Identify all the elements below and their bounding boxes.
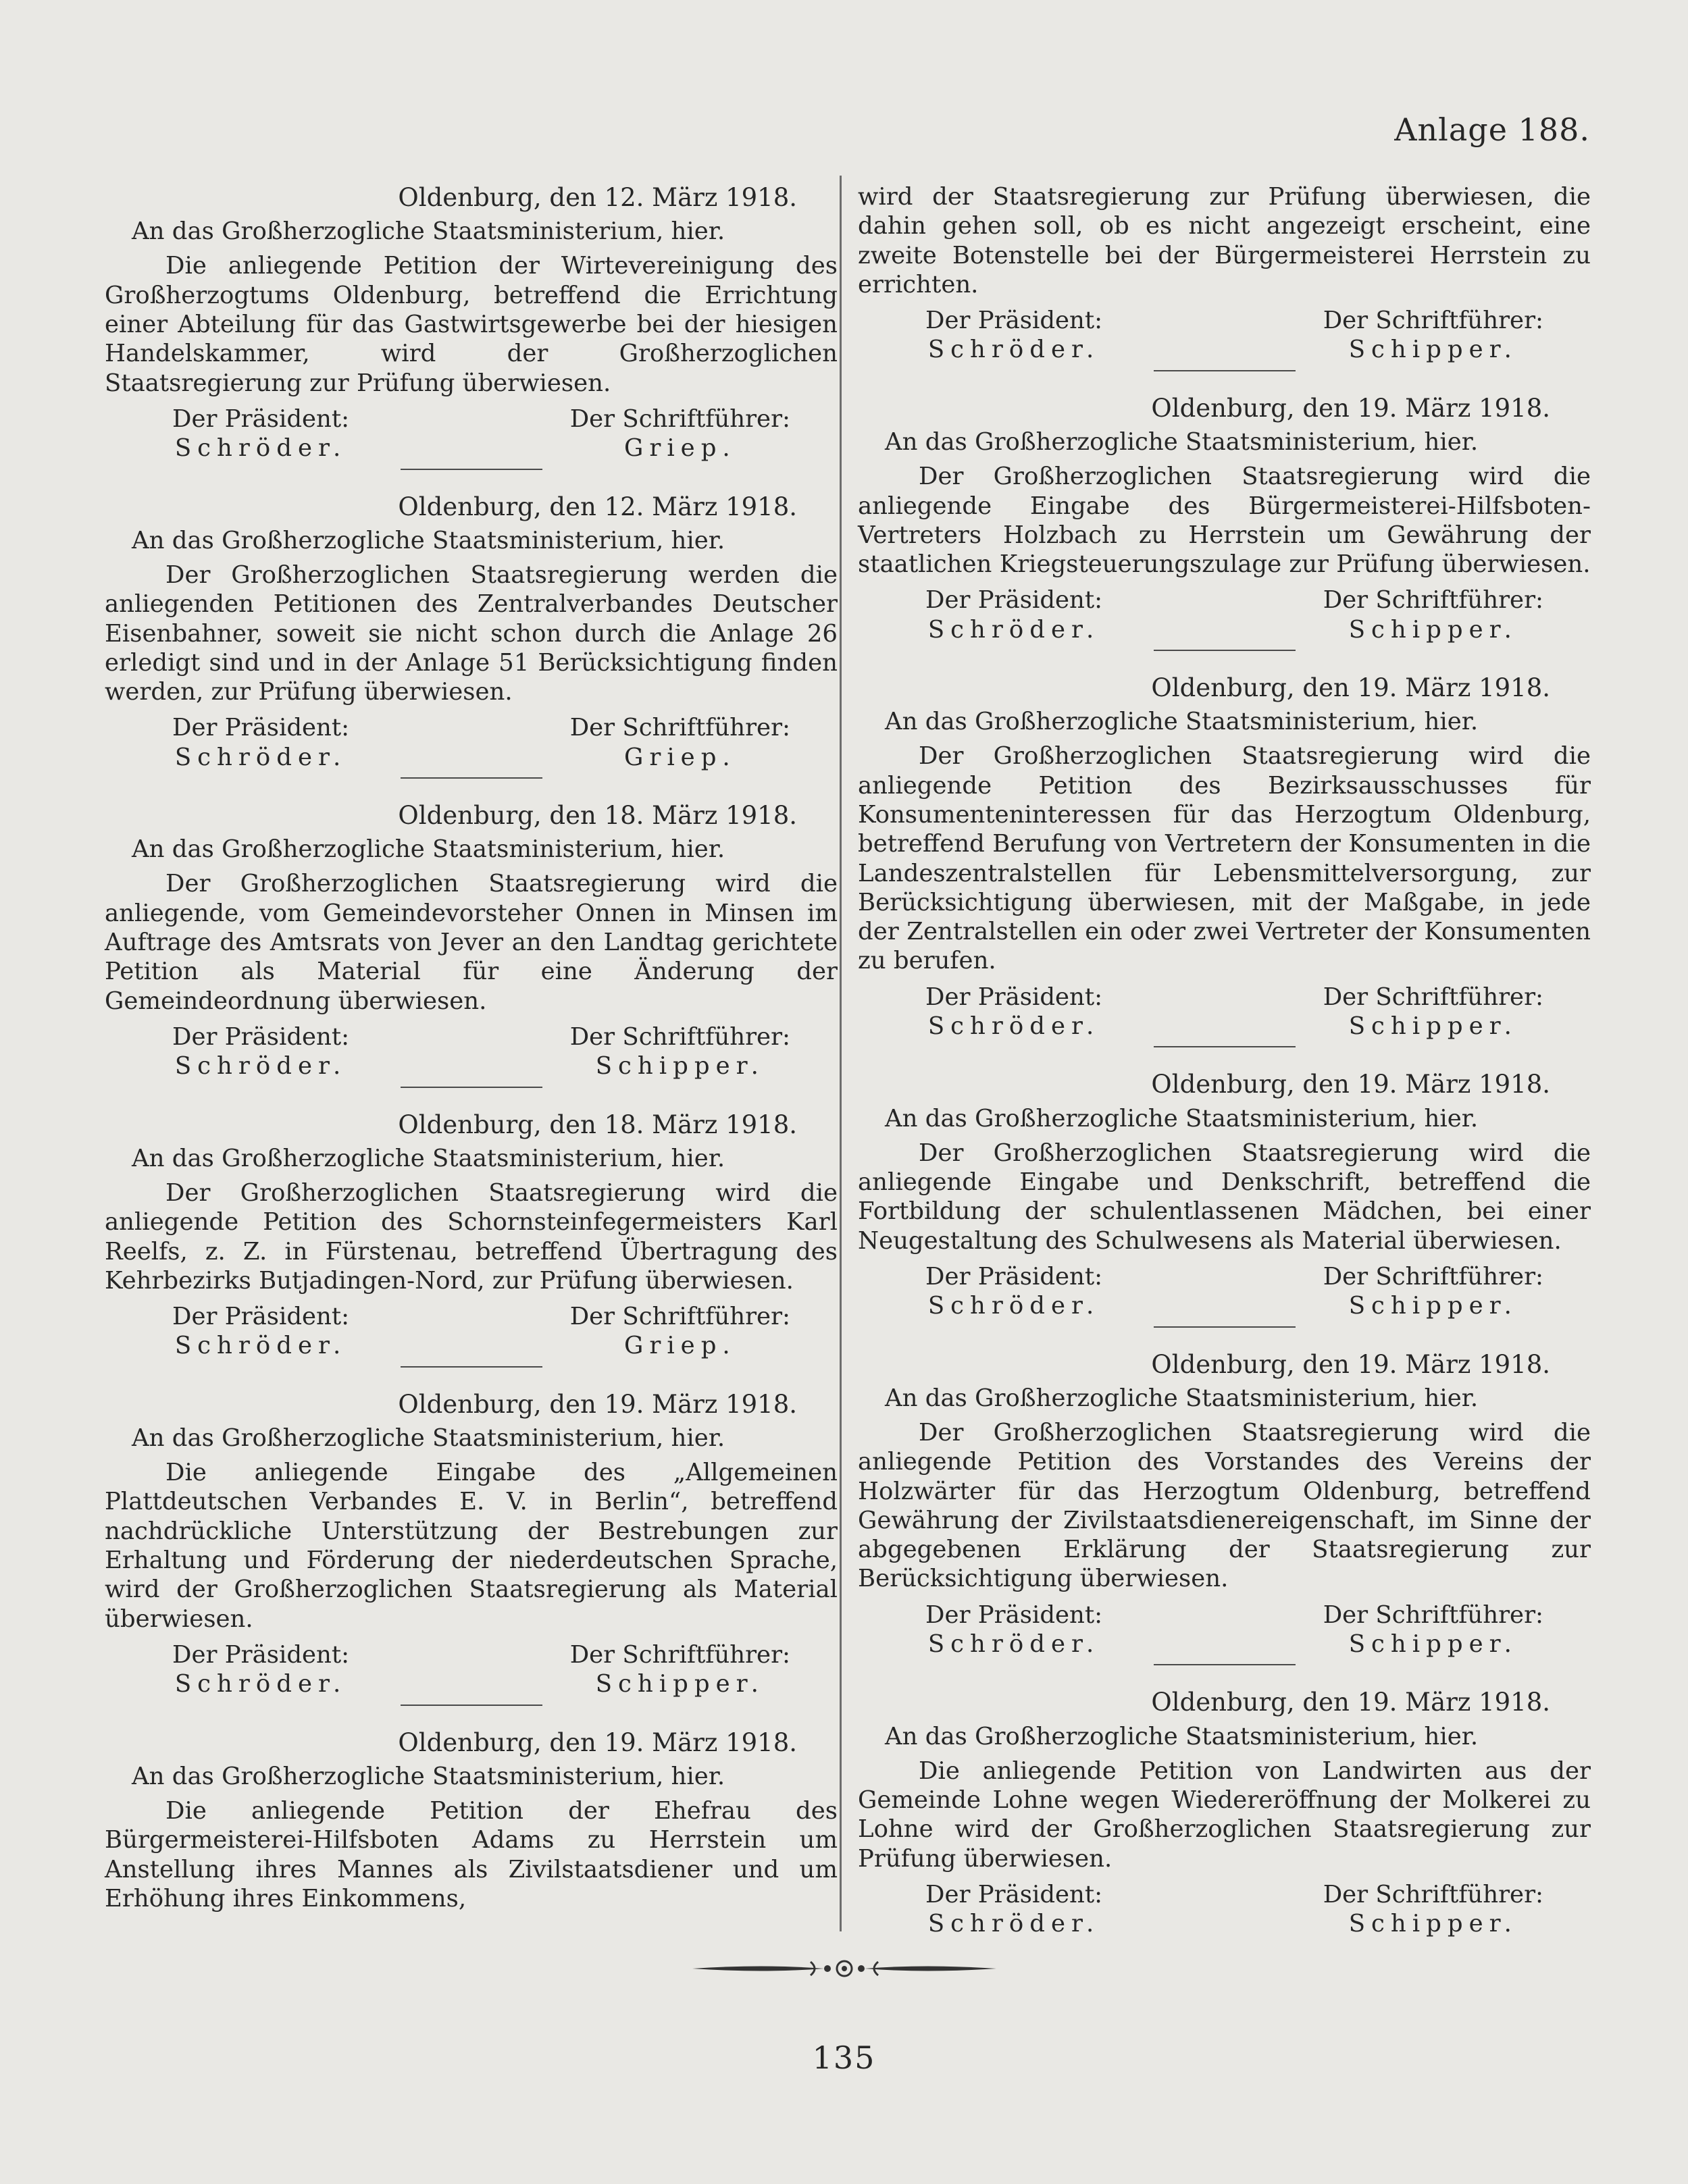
president-label: Der Präsident: — [925, 1601, 1103, 1629]
signature-row — [858, 1262, 1591, 1321]
signature-row — [105, 713, 838, 772]
secretary-name: Schipper. — [595, 1052, 765, 1081]
entry — [105, 1110, 838, 1368]
secretary-signature — [1323, 1601, 1543, 1659]
signature-row — [858, 306, 1591, 365]
entry — [858, 1069, 1591, 1327]
entry — [105, 492, 838, 779]
entry-date: Oldenburg, den 12. März 1918. — [398, 183, 797, 212]
president-label: Der Präsident: — [925, 983, 1103, 1011]
signature-row — [858, 586, 1591, 644]
president-signature — [172, 1022, 349, 1081]
president-label: Der Präsident: — [925, 307, 1103, 335]
entry-body: Der Großherzoglichen Staatsregierung wird die anliegende Petition des Schornsteinfegermeisters Karl Reelfs, z. Z. in Fürstenau, betreffend Übertragung des Kehrbezirks Butjadingen-Nord, zur Prüfung überwiesen. — [105, 1178, 838, 1295]
entry-separator — [401, 1705, 542, 1706]
entry-date: Oldenburg, den 18. März 1918. — [398, 801, 797, 830]
entry-addressee: An das Großherzogliche Staatsministerium, hier. — [885, 1384, 1479, 1412]
entry-date: Oldenburg, den 19. März 1918. — [1151, 673, 1550, 702]
entry-date: Oldenburg, den 19. März 1918. — [398, 1727, 797, 1757]
secretary-label: Der Schriftführer: — [569, 1640, 790, 1669]
entry-date: Oldenburg, den 12. März 1918. — [398, 492, 797, 521]
secretary-signature — [570, 1022, 790, 1081]
entry-addressee: An das Großherzogliche Staatsministerium, hier. — [132, 217, 725, 246]
secretary-signature — [570, 713, 790, 772]
page-number: 135 — [812, 2039, 876, 2076]
secretary-label: Der Schriftführer: — [1323, 307, 1543, 335]
president-signature — [172, 405, 349, 463]
entry-body: Der Großherzoglichen Staatsregierung wird die anliegende, vom Gemeindevorsteher Onnen in Minsen im Auftrage des Amtsrats von Jever an den Landtag gerichtete Petition als Material für eine Änderung der Gemeindeordnung überwiesen. — [105, 870, 838, 1015]
secretary-label: Der Schriftführer: — [569, 714, 790, 742]
entry-body: Die anliegende Petition der Ehefrau des Bürgermeisterei-Hilfsboten Adams zu Herrstein um Anstellung ihres Mannes als Zivilstaatsdiener und um Erhöhung ihres Einkommens, — [105, 1796, 838, 1913]
entry-separator — [401, 469, 542, 470]
secretary-signature — [1323, 983, 1543, 1041]
entry — [858, 393, 1591, 651]
entry-date: Oldenburg, den 19. März 1918. — [398, 1389, 797, 1419]
entry-date: Oldenburg, den 19. März 1918. — [1151, 393, 1550, 423]
page-header: Anlage 188. — [1394, 111, 1590, 148]
entry-addressee: An das Großherzogliche Staatsministerium, hier. — [132, 526, 725, 554]
secretary-signature — [1323, 1262, 1543, 1321]
entry-continuation: wird der Staatsregierung zur Prüfung überwiesen, die dahin gehen soll, ob es nicht angezeigt erscheint, eine zweite Botenstelle bei der Bürgermeisterei Herrstein zu errichten. — [858, 183, 1591, 298]
signature-row — [105, 1022, 838, 1081]
president-signature — [172, 1302, 349, 1361]
entry — [105, 800, 838, 1088]
entry-addressee: An das Großherzogliche Staatsministerium, hier. — [132, 835, 725, 864]
secretary-signature — [1323, 1880, 1543, 1939]
secretary-name: Schipper. — [1348, 1910, 1518, 1938]
secretary-signature — [570, 1640, 790, 1699]
entry-body: Der Großherzoglichen Staatsregierung wird die anliegende Eingabe des Bürgermeisterei-Hilfsboten-Vertreters Holzbach zu Herrstein um Gewährung der staatlichen Kriegsteuerungszulage zur Prüfung überwiesen. — [858, 463, 1591, 579]
secretary-name: Schipper. — [1348, 615, 1518, 644]
entry-separator — [1154, 1326, 1296, 1328]
entry-date: Oldenburg, den 19. März 1918. — [1151, 1349, 1550, 1379]
entry-addressee: An das Großherzogliche Staatsministerium, hier. — [132, 1144, 725, 1172]
entry-date: Oldenburg, den 19. März 1918. — [1151, 1070, 1550, 1099]
entry-addressee: An das Großherzogliche Staatsministerium, hier. — [885, 1104, 1479, 1133]
entry-separator — [401, 1366, 542, 1368]
secretary-name: Schipper. — [595, 1670, 765, 1698]
president-name: Schröder. — [927, 1012, 1100, 1041]
entry-separator — [1154, 650, 1296, 651]
secretary-signature — [570, 1302, 790, 1361]
president-signature — [172, 713, 349, 772]
secretary-label: Der Schriftführer: — [1323, 586, 1543, 615]
secretary-name: Schipper. — [1348, 1630, 1518, 1659]
president-name: Schröder. — [174, 1052, 347, 1081]
entry-addressee: An das Großherzogliche Staatsministerium, hier. — [885, 1722, 1479, 1750]
entry — [105, 1727, 838, 1914]
secretary-label: Der Schriftführer: — [1323, 983, 1543, 1011]
signature-row — [858, 983, 1591, 1041]
right-column — [858, 182, 1591, 1960]
entry-body: Der Großherzoglichen Staatsregierung wird die anliegende Petition des Bezirksausschusses für Konsumenteninteressen für das Herzogtum Oldenburg, betreffend Berufung von Vertretern der Konsumenten in die Landeszentralstellen für Lebensmittelversorgung, zur Berücksichtigung überwiesen, mit der Maßgabe, in jede der Zentralstellen ein oder zwei Vertreter der Konsumenten zu berufen. — [858, 742, 1591, 975]
president-label: Der Präsident: — [925, 1262, 1103, 1291]
president-name: Schröder. — [927, 1630, 1100, 1659]
secretary-label: Der Schriftführer: — [1323, 1262, 1543, 1291]
president-signature — [925, 983, 1102, 1041]
signature-row — [858, 1601, 1591, 1659]
president-signature — [925, 1262, 1102, 1321]
entry — [858, 673, 1591, 1047]
president-label: Der Präsident: — [925, 586, 1103, 615]
column-divider — [840, 176, 842, 1931]
entry-addressee: An das Großherzogliche Staatsministerium, hier. — [885, 708, 1479, 736]
entry-addressee: An das Großherzogliche Staatsministerium, hier. — [885, 427, 1479, 456]
president-label: Der Präsident: — [172, 1022, 350, 1051]
signature-row — [858, 1880, 1591, 1939]
secretary-name: Schipper. — [1348, 1292, 1518, 1320]
signature-row — [105, 1302, 838, 1361]
entry-separator — [401, 1087, 542, 1088]
entry-separator — [1154, 1664, 1296, 1665]
entry-date: Oldenburg, den 19. März 1918. — [1151, 1688, 1550, 1717]
secretary-signature — [570, 405, 790, 463]
left-column — [105, 182, 838, 1935]
president-signature — [925, 586, 1102, 644]
secretary-name: Schipper. — [1348, 1012, 1518, 1041]
president-signature — [925, 1601, 1102, 1659]
entry-addressee: An das Großherzogliche Staatsministerium, hier. — [132, 1762, 725, 1790]
entry-date: Oldenburg, den 18. März 1918. — [398, 1110, 797, 1139]
signature-row — [105, 405, 838, 463]
entry-body: Die anliegende Petition von Landwirten aus der Gemeinde Lohne wegen Wiedereröffnung der Molkerei zu Lohne wird der Großherzoglichen Staatsregierung zur Prüfung überwiesen. — [858, 1757, 1591, 1873]
president-name: Schröder. — [927, 1910, 1100, 1938]
president-name: Schröder. — [174, 1332, 347, 1360]
president-name: Schröder. — [927, 336, 1100, 364]
president-name: Schröder. — [927, 1292, 1100, 1320]
president-signature — [925, 1880, 1102, 1939]
secretary-label: Der Schriftführer: — [1323, 1601, 1543, 1629]
secretary-signature — [1323, 586, 1543, 644]
secretary-label: Der Schriftführer: — [569, 405, 790, 433]
president-name: Schröder. — [174, 1670, 347, 1698]
president-name: Schröder. — [174, 434, 347, 463]
entry-body: Der Großherzoglichen Staatsregierung werden die anliegenden Petitionen des Zentralverbandes Deutscher Eisenbahner, soweit sie nicht schon durch die Anlage 26 erledigt sind und in der Anlage 51 Berücksichtigung finden werden, zur Prüfung überwiesen. — [105, 561, 838, 706]
president-signature — [925, 306, 1102, 365]
president-signature — [172, 1640, 349, 1699]
president-label: Der Präsident: — [172, 714, 350, 742]
secretary-name: Griep. — [624, 434, 736, 463]
secretary-label: Der Schriftführer: — [569, 1022, 790, 1051]
secretary-name: Griep. — [624, 743, 736, 771]
secretary-name: Griep. — [624, 1332, 736, 1360]
secretary-name: Schipper. — [1348, 336, 1518, 364]
entry — [105, 182, 838, 470]
entry — [105, 1389, 838, 1706]
president-name: Schröder. — [927, 615, 1100, 644]
president-label: Der Präsident: — [172, 405, 350, 433]
president-name: Schröder. — [174, 743, 347, 771]
entry — [858, 1349, 1591, 1666]
signature-row — [105, 1640, 838, 1699]
president-label: Der Präsident: — [172, 1303, 350, 1331]
entry-separator — [1154, 370, 1296, 371]
entry-body: Der Großherzoglichen Staatsregierung wird die anliegende Eingabe und Denkschrift, betreffend die Fortbildung der schulentlassenen Mädchen, bei einer Neugestaltung des Schulwesens als Material überwiesen. — [858, 1139, 1591, 1255]
entry — [858, 182, 1591, 371]
entry-addressee: An das Großherzogliche Staatsministerium, hier. — [132, 1424, 725, 1452]
entry-separator — [1154, 1046, 1296, 1047]
president-label: Der Präsident: — [172, 1640, 350, 1669]
entry-body: Die anliegende Petition der Wirtevereinigung des Großherzogtums Oldenburg, betreffend die Errichtung einer Abteilung für das Gastwirtsgewerbe bei der hiesigen Handelskammer, wird der Großherzoglichen Staatsregierung zur Prüfung überwiesen. — [105, 252, 838, 397]
entry — [858, 1687, 1591, 1938]
secretary-label: Der Schriftführer: — [1323, 1880, 1543, 1908]
entry-separator — [401, 777, 542, 779]
president-label: Der Präsident: — [925, 1880, 1103, 1908]
entry-body: Der Großherzoglichen Staatsregierung wird die anliegende Petition des Vorstandes des Vereins der Holzwärter für das Herzogtum Oldenburg, betreffend Gewährung der Zivilstaatsdienereigenschaft, im Sinne der abgegebenen Erklärung der Staatsregierung zur Berücksichtigung überwiesen. — [858, 1419, 1591, 1593]
entry-body: Die anliegende Eingabe des „Allgemeinen Plattdeutschen Verbandes E. V. in Berlin“, betreffend nachdrückliche Unterstützung der Bestrebungen zur Erhaltung und Förderung der niederdeutschen Sprache, wird der Großherzoglichen Staatsregierung als Material überwiesen. — [105, 1459, 838, 1633]
secretary-label: Der Schriftführer: — [569, 1303, 790, 1331]
secretary-signature — [1323, 306, 1543, 365]
ornament-divider — [689, 1952, 1000, 1985]
